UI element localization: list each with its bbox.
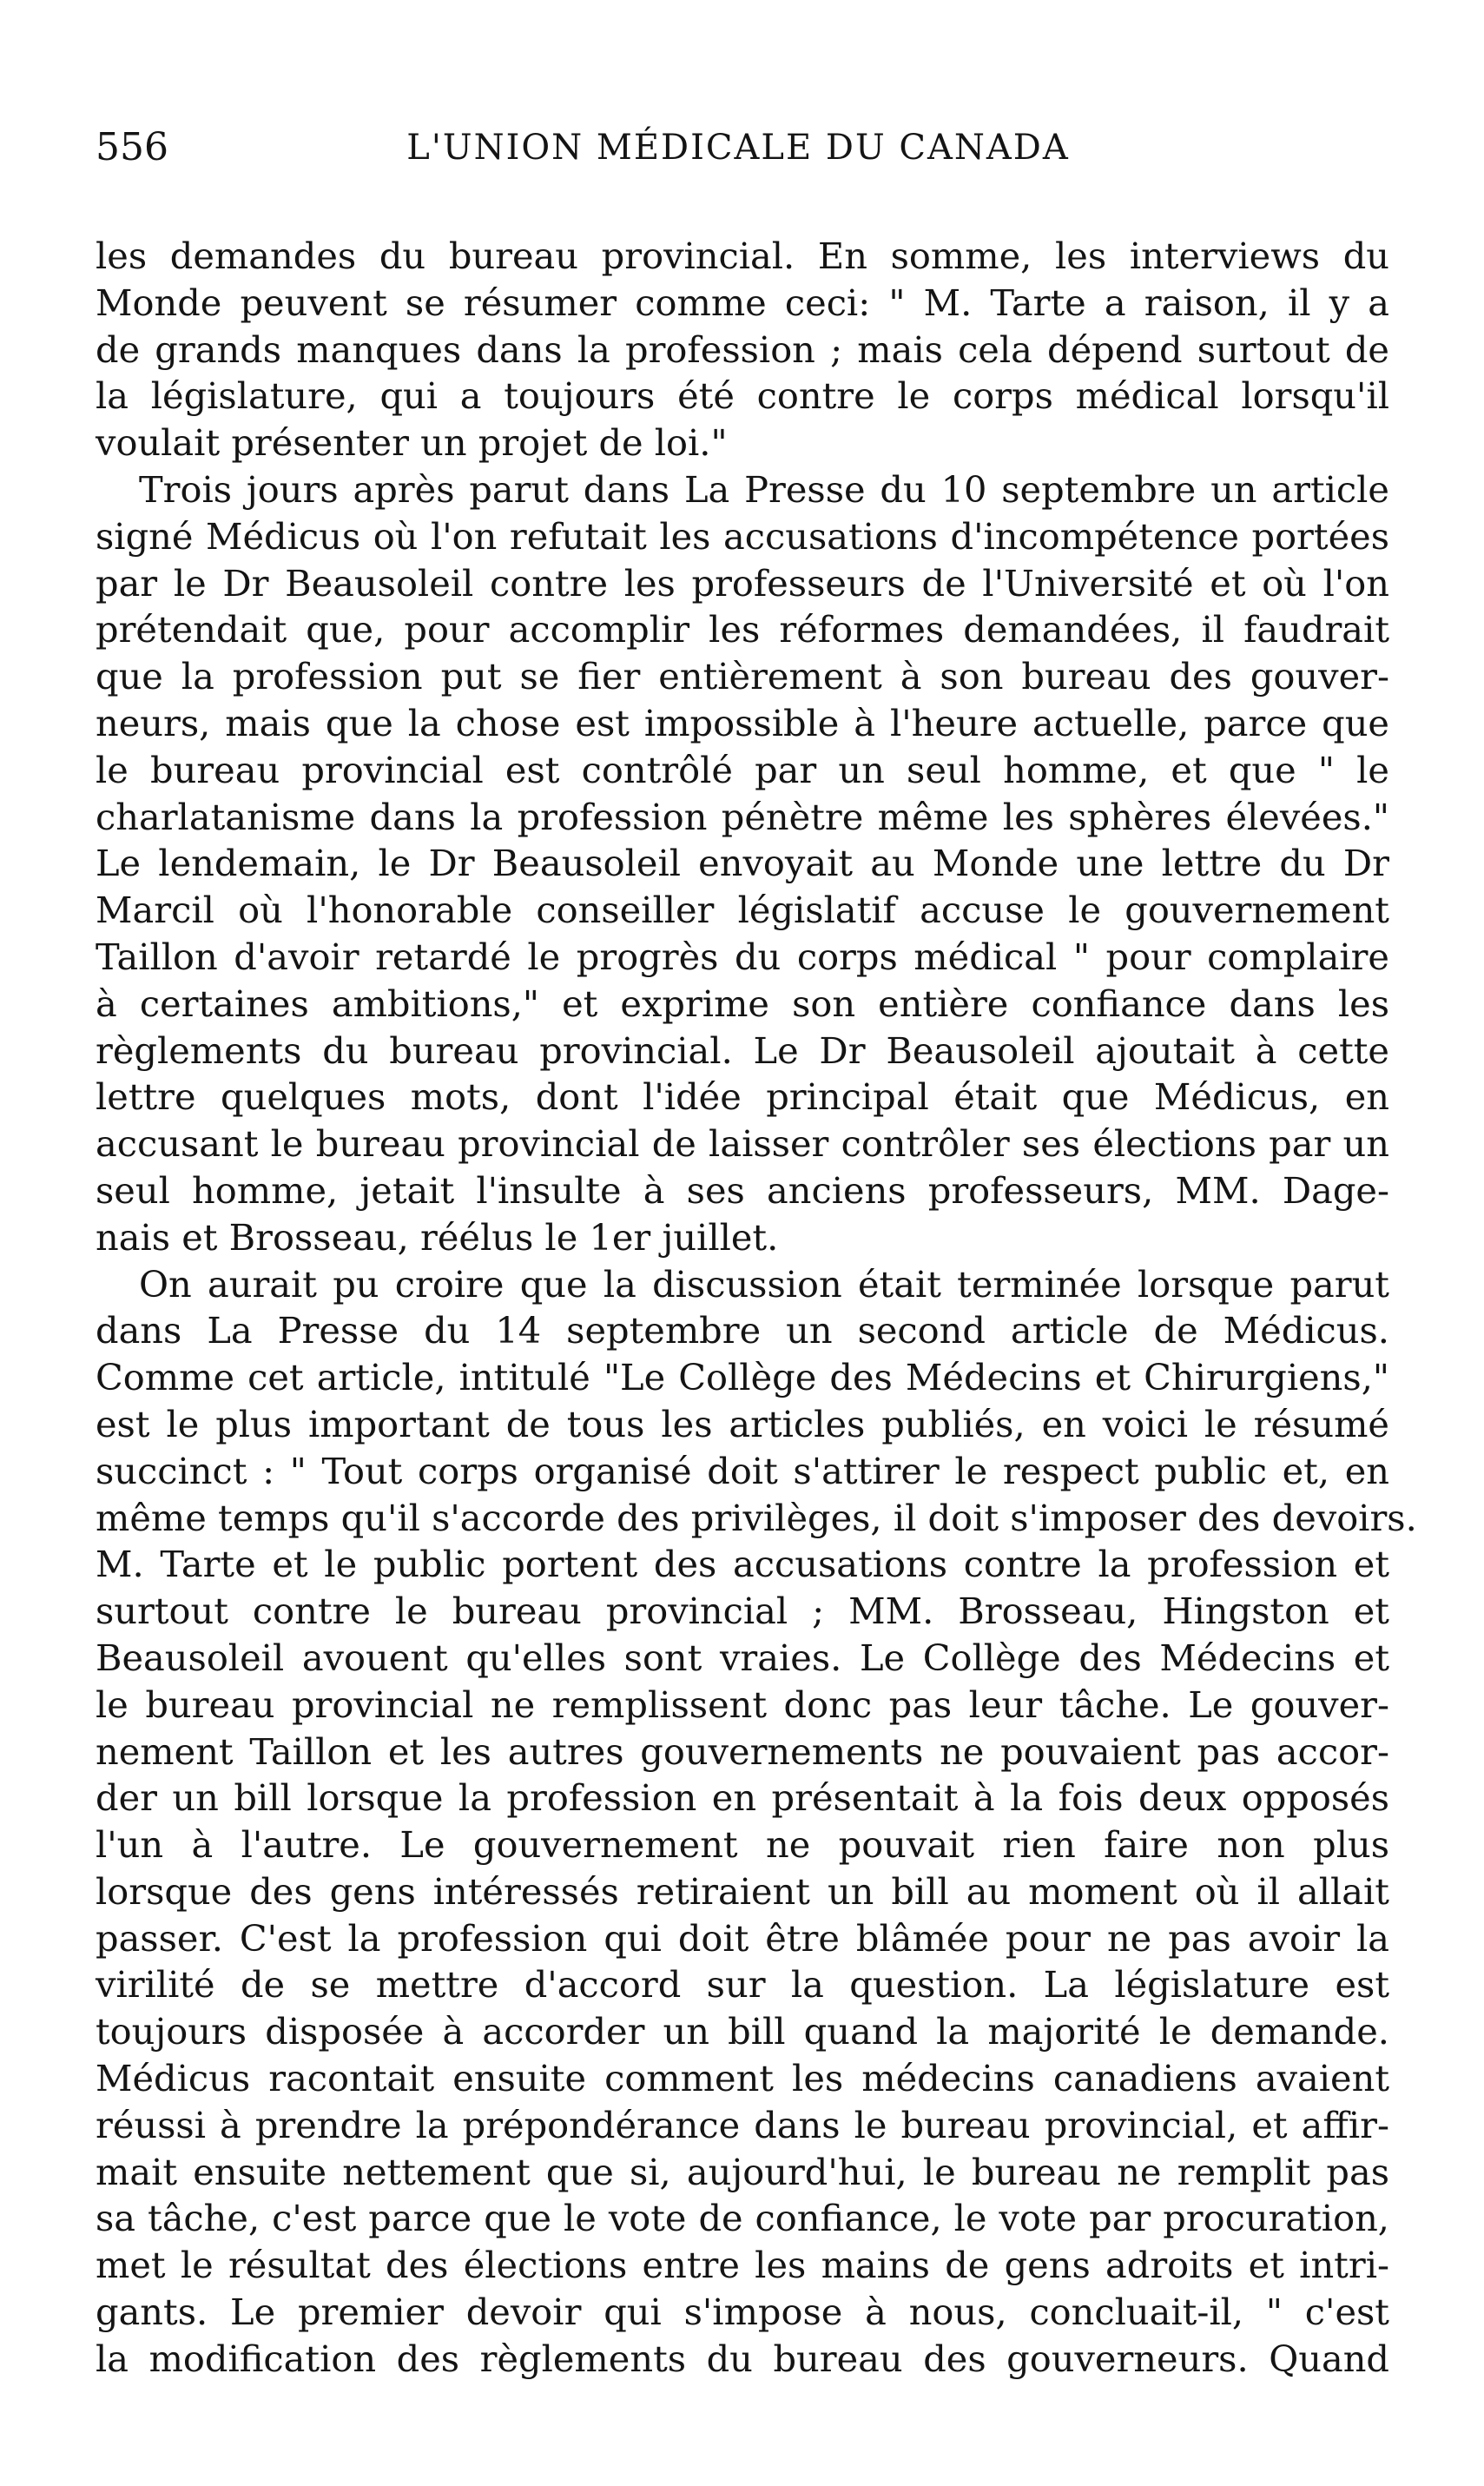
text-line: nement Taillon et les autres gouvernements ne pouvaient pas accor- — [96, 1729, 1389, 1773]
text-line: succinct : " Tout corps organisé doit s'attirer le respect public et, en — [96, 1449, 1389, 1492]
text-line: Le lendemain, le Dr Beausoleil envoyait au Monde une lettre du Dr — [96, 842, 1389, 885]
text-line: surtout contre le bureau provincial ; MM. Brosseau, Hingston et — [96, 1590, 1389, 1633]
text-line: lorsque des gens intéressés retiraient un bill au moment où il allait — [96, 1869, 1389, 1913]
text-line: de grands manques dans la profession ; mais cela dépend surtout de — [96, 327, 1389, 371]
text-line: la modification des règlements du bureau des gouverneurs. Quand — [96, 2337, 1389, 2380]
text-line: lettre quelques mots, dont l'idée principal était que Médicus, en — [96, 1075, 1389, 1119]
text-line: M. Tarte et le public portent des accusations contre la profession et — [96, 1543, 1389, 1586]
running-head: L'UNION MÉDICALE DU CANADA — [406, 128, 1070, 168]
text-line: nais et Brosseau, réélus le 1er juillet. — [96, 1215, 779, 1259]
text-line: sa tâche, c'est parce que le vote de confiance, le vote par procuration, — [96, 2197, 1389, 2240]
text-line: l'un à l'autre. Le gouvernement ne pouvait rien faire non plus — [96, 1823, 1389, 1867]
text-line: virilité de se mettre d'accord sur la question. La législature est — [96, 1963, 1389, 2007]
text-line: le bureau provincial est contrôlé par un seul homme, et que " le — [96, 748, 1389, 791]
text-line: signé Médicus où l'on refutait les accusations d'incompétence portées — [96, 514, 1389, 558]
text-line: toujours disposée à accorder un bill quand la majorité le demande. — [96, 2010, 1389, 2053]
text-line: dans La Presse du 14 septembre un second article de Médicus. — [96, 1309, 1389, 1352]
text-line: Beausoleil avouent qu'elles sont vraies. Le Collège des Médecins et — [96, 1636, 1389, 1679]
text-line: mait ensuite nettement que si, aujourd'hui, le bureau ne remplit pas — [96, 2150, 1389, 2193]
text-line: prétendait que, pour accomplir les réformes demandées, il faudrait — [96, 608, 1389, 651]
text-line: On aurait pu croire que la discussion était terminée lorsque parut — [139, 1262, 1389, 1306]
text-line: Trois jours après parut dans La Presse du 10 septembre un article — [139, 467, 1389, 511]
text-line: charlatanisme dans la profession pénètre même les sphères élevées." — [96, 795, 1389, 838]
page-number: 556 — [96, 125, 168, 169]
paragraph — [96, 466, 1389, 1261]
text-line: accusant le bureau provincial de laisser contrôler ses élections par un — [96, 1122, 1389, 1166]
text-line: que la profession put se fier entièrement à son bureau des gouver- — [96, 655, 1389, 698]
text-line: voulait présenter un projet de loi." — [96, 421, 728, 465]
text-line: gants. Le premier devoir qui s'impose à nous, concluait-il, " c'est — [96, 2291, 1389, 2334]
text-line: le bureau provincial ne remplissent donc pas leur tâche. Le gouver- — [96, 1683, 1389, 1726]
text-line: les demandes du bureau provincial. En somme, les interviews du — [96, 235, 1389, 277]
text-line: à certaines ambitions," et exprime son entière confiance dans les — [96, 982, 1389, 1025]
text-line: der un bill lorsque la profession en présentait à la fois deux opposés — [96, 1776, 1389, 1820]
text-line: réussi à prendre la prépondérance dans le bureau provincial, et affir- — [96, 2103, 1389, 2146]
text-line: neurs, mais que la chose est impossible à l'heure actuelle, parce que — [96, 701, 1389, 744]
text-line: la législature, qui a toujours été contre le corps médical lorsqu'il — [96, 374, 1389, 418]
text-line: Comme cet article, intitulé "Le Collège des Médecins et Chirurgiens," — [96, 1356, 1389, 1399]
text-line: Médicus racontait ensuite comment les médecins canadiens avaient — [96, 2057, 1389, 2100]
text-line: Taillon d'avoir retardé le progrès du corps médical " pour complaire — [96, 935, 1389, 978]
text-line: met le résultat des élections entre les mains de gens adroits et intri- — [96, 2244, 1389, 2287]
text-line: est le plus important de tous les articles publiés, en voici le résumé — [96, 1402, 1389, 1445]
text-line: passer. C'est la profession qui doit être blâmée pour ne pas avoir la — [96, 1916, 1389, 1960]
page-header — [96, 122, 1381, 174]
text-line: seul homme, jetait l'insulte à ses anciens professeurs, MM. Dage- — [96, 1168, 1389, 1212]
paragraph — [96, 233, 1389, 466]
text-line: règlements du bureau provincial. Le Dr Beausoleil ajoutait à cette — [96, 1028, 1389, 1072]
text-line: Monde peuvent se résumer comme ceci: " M. Tarte a raison, il y a — [96, 281, 1389, 324]
body-text — [96, 233, 1417, 2383]
text-line: même temps qu'il s'accorde des privilèges, il doit s'imposer des devoirs. — [96, 1496, 1417, 1539]
paragraph — [96, 1261, 1417, 2383]
text-line: Marcil où l'honorable conseiller législatif accuse le gouvernement — [96, 889, 1389, 932]
text-line: par le Dr Beausoleil contre les professeurs de l'Université et où l'on — [96, 561, 1389, 605]
